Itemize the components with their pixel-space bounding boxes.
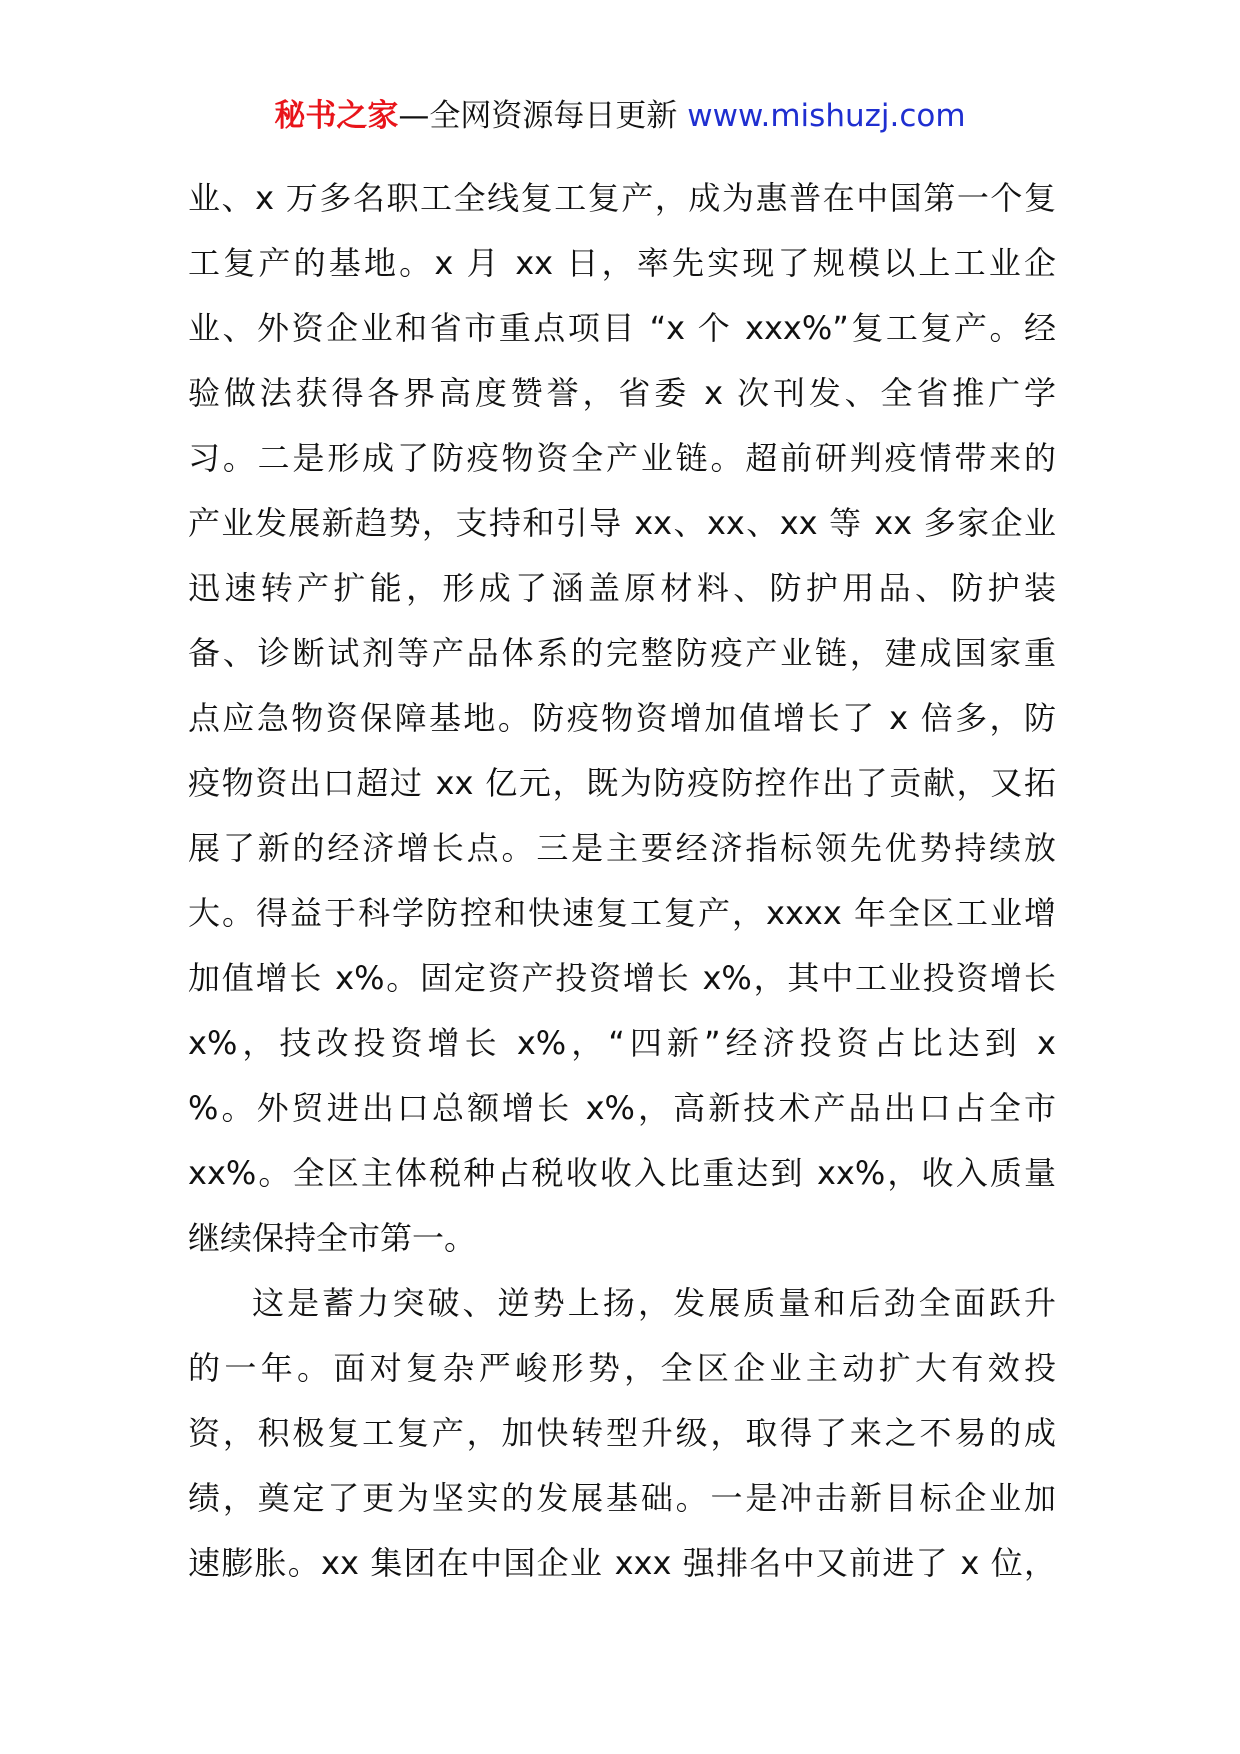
text-line: 产业发展新趋势，支持和引导 xx、xx、xx 等 xx 多家企业: [188, 504, 1056, 542]
text-line: 点应急物资保障基地。防疫物资增加值增长了 x 倍多，防: [188, 699, 1056, 737]
text-line: 工复产的基地。x 月 xx 日，率先实现了规模以上工业企: [188, 244, 1056, 282]
text-line: x%，技改投资增长 x%，“四新”经济投资占比达到 x: [188, 1024, 1056, 1062]
text-line: 展了新的经济增长点。三是主要经济指标领先优势持续放: [188, 829, 1056, 867]
text-line: 业、x 万多名职工全线复工复产，成为惠普在中国第一个复: [188, 179, 1056, 217]
text-line: 习。二是形成了防疫物资全产业链。超前研判疫情带来的: [188, 439, 1056, 477]
text-line: xx%。全区主体税种占税收收入比重达到 xx%，收入质量: [188, 1154, 1056, 1192]
text-line: 继续保持全市第一。: [188, 1219, 477, 1257]
header-tagline: —全网资源每日更新: [398, 98, 688, 134]
text-line: 备、诊断试剂等产品体系的完整防疫产业链，建成国家重: [188, 634, 1056, 672]
site-header: [0, 96, 1240, 136]
text-line: 这是蓄力突破、逆势上扬，发展质量和后劲全面跃升: [252, 1284, 1056, 1322]
text-line: 业、外资企业和省市重点项目 “x 个 xxx%”复工复产。经: [188, 309, 1056, 347]
document-body: [188, 166, 1056, 1596]
header-brand: 秘书之家: [274, 98, 399, 134]
text-line: 迅速转产扩能，形成了涵盖原材料、防护用品、防护装: [188, 569, 1056, 607]
text-line: %。外贸进出口总额增长 x%，高新技术产品出口占全市: [188, 1089, 1056, 1127]
text-line: 资，积极复工复产，加快转型升级，取得了来之不易的成: [188, 1414, 1056, 1452]
paragraph-2: [188, 1271, 1056, 1596]
text-line: 疫物资出口超过 xx 亿元，既为防疫防控作出了贡献，又拓: [188, 764, 1056, 802]
text-line: 速膨胀。xx 集团在中国企业 xxx 强排名中又前进了 x 位，: [188, 1544, 1056, 1582]
header-url-link[interactable]: www.mishuzj.com: [687, 98, 966, 134]
text-line: 的一年。面对复杂严峻形势，全区企业主动扩大有效投: [188, 1349, 1056, 1387]
text-line: 大。得益于科学防控和快速复工复产，xxxx 年全区工业增: [188, 894, 1056, 932]
text-line: 验做法获得各界高度赞誉，省委 x 次刊发、全省推广学: [188, 374, 1056, 412]
text-line: 加值增长 x%。固定资产投资增长 x%，其中工业投资增长: [188, 959, 1056, 997]
text-line: 绩，奠定了更为坚实的发展基础。一是冲击新目标企业加: [188, 1479, 1056, 1517]
paragraph-1: [188, 166, 1056, 1271]
